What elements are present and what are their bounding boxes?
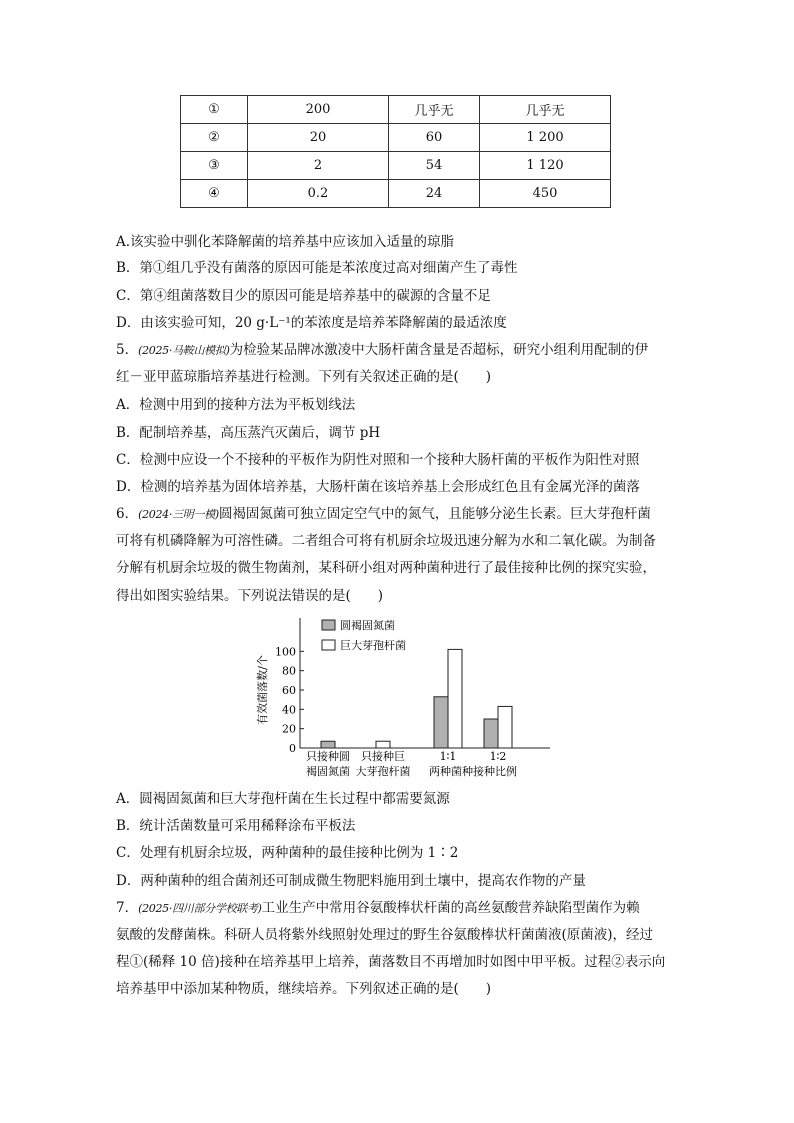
- q7-stem-line1: [116, 895, 696, 922]
- q6-option-b: B．统计活菌数量可采用稀释涂布平板法: [116, 818, 356, 834]
- x-tick-label: 1∶1: [439, 750, 457, 763]
- table-cell: 几乎无: [480, 96, 611, 124]
- table-cell: ②: [181, 124, 248, 152]
- q6-text-1: 圆褐固氮菌可独立固定空气中的氮气，且能够分泌生长素。巨大芽孢杆菌: [218, 506, 651, 522]
- q5-number: 5．: [116, 342, 139, 358]
- legend-swatch: [322, 620, 335, 630]
- q7-source: (2025·四川部分学校联考): [138, 902, 262, 915]
- table-cell: ①: [181, 96, 248, 124]
- y-tick-label: 60: [282, 684, 296, 697]
- colony-count-bar-chart: [250, 613, 570, 783]
- q6-stem-line4: 得出如图实验结果。下列说法错误的是( ): [116, 588, 384, 604]
- bar-bacillus: [498, 706, 512, 748]
- q6-stem-line3: 分解有机厨余垃圾的微生物菌剂，某科研小组对两种菌种进行了最佳接种比例的探究实验，: [116, 560, 656, 576]
- x-tick-label: 1∶2: [489, 750, 507, 763]
- q5-stem-line1: [116, 337, 696, 364]
- table-cell: ③: [181, 152, 248, 180]
- x-axis-label: 两种菌种接种比例: [429, 765, 517, 778]
- q5-option-d: D．检测的培养基为固体培养基，大肠杆菌在该培养基上会形成红色且有金属光泽的菌落: [116, 479, 640, 495]
- table-cell: 54: [389, 152, 480, 180]
- x-tick-label: 只接种巨: [361, 750, 405, 763]
- q7-stem-line2: 氨酸的发酵菌株。科研人员将紫外线照射处理过的野生谷氨酸棒状杆菌菌液(原菌液)，经过: [116, 927, 654, 943]
- x-tick-label: 大芽孢杆菌: [355, 765, 411, 778]
- legend-label: 巨大芽孢杆菌: [340, 639, 406, 652]
- bar-azotobacter: [484, 719, 498, 748]
- q7-text-1: 工业生产中常用谷氨酸棒状杆菌的高丝氨酸营养缺陷型菌作为赖: [261, 900, 640, 916]
- table-cell: 60: [389, 124, 480, 152]
- bar-azotobacter: [321, 741, 335, 748]
- q5-option-b: B．配制培养基，高压蒸汽灭菌后，调节 pH: [116, 425, 381, 441]
- q5-stem-line2: 红－亚甲蓝琼脂培养基进行检测。下列有关叙述正确的是( ): [116, 369, 492, 385]
- table-cell: 20: [248, 124, 389, 152]
- table-cell: ④: [181, 180, 248, 208]
- table-cell: 450: [480, 180, 611, 208]
- bar-azotobacter: [434, 697, 448, 748]
- table-row: [181, 152, 611, 180]
- q4-option-a: A.该实验中驯化苯降解菌的培养基中应该加入适量的琼脂: [116, 234, 455, 250]
- y-tick-label: 100: [275, 645, 296, 659]
- table-row: [181, 124, 611, 152]
- q5-option-a: A．检测中用到的接种方法为平板划线法: [116, 397, 356, 413]
- q6-stem-line1: [116, 501, 696, 528]
- q4-option-c: C．第④组菌落数目少的原因可能是培养基中的碳源的含量不足: [116, 288, 491, 304]
- q7-stem-line4: 培养基甲中添加某种物质，继续培养。下列叙述正确的是( ): [116, 981, 492, 997]
- q7-stem-line3: 程①(稀释 10 倍)接种在培养基甲上培养，菌落数目不再增加时如图中甲平板。过程②表示向: [116, 954, 666, 970]
- q5-source: (2025·马鞍山模拟): [138, 344, 230, 357]
- q7-number: 7．: [116, 900, 139, 916]
- y-tick-label: 80: [282, 664, 296, 678]
- q6-number: 6．: [116, 506, 139, 522]
- q6-stem-line2: 可将有机磷降解为可溶性磷。二者组合可将有机厨余垃圾迅速分解为水和二氧化碳。为制备: [116, 533, 656, 549]
- table-cell: 1 200: [480, 124, 611, 152]
- q6-source: (2024·三明一模): [138, 508, 219, 521]
- y-tick-label: 40: [282, 703, 296, 717]
- x-tick-label: 褐固氮菌: [306, 765, 350, 778]
- bar-bacillus: [448, 649, 462, 748]
- table-row: [181, 180, 611, 208]
- q6-option-c: C．处理有机厨余垃圾，两种菌种的最佳接种比例为 1∶2: [116, 845, 459, 861]
- legend-swatch: [322, 640, 335, 650]
- table-cell: 0.2: [248, 180, 389, 208]
- x-tick-label: 只接种圆: [306, 750, 350, 763]
- q5-text-1: 为检验某品牌冰激凌中大肠杆菌含量是否超标，研究小组利用配制的伊: [229, 342, 649, 358]
- table-cell: 200: [248, 96, 389, 124]
- q4-option-d: D．由该实验可知，20 g·L⁻¹的苯浓度是培养苯降解菌的最适浓度: [116, 315, 507, 331]
- table-cell: 1 120: [480, 152, 611, 180]
- table-cell: 2: [248, 152, 389, 180]
- bar-bacillus: [376, 741, 390, 748]
- y-tick-label: 20: [282, 722, 296, 736]
- table-row: [181, 96, 611, 124]
- q4-option-b: B．第①组几乎没有菌落的原因可能是苯浓度过高对细菌产生了毒性: [116, 260, 518, 276]
- y-axis-label: 有效菌落数/个: [256, 655, 269, 725]
- q6-option-a: A．圆褐固氮菌和巨大芽孢杆菌在生长过程中都需要氮源: [116, 791, 450, 807]
- y-tick-label: 0: [289, 742, 296, 755]
- table-cell: 24: [389, 180, 480, 208]
- q6-option-d: D．两种菌种的组合菌剂还可制成微生物肥料施用到土壤中，提高农作物的产量: [116, 873, 586, 889]
- results-table: [180, 95, 611, 208]
- q5-option-c: C．检测中应设一个不接种的平板作为阴性对照和一个接种大肠杆菌的平板作为阳性对照: [116, 452, 640, 468]
- table-cell: 几乎无: [389, 96, 480, 124]
- legend-label: 圆褐固氮菌: [340, 619, 395, 632]
